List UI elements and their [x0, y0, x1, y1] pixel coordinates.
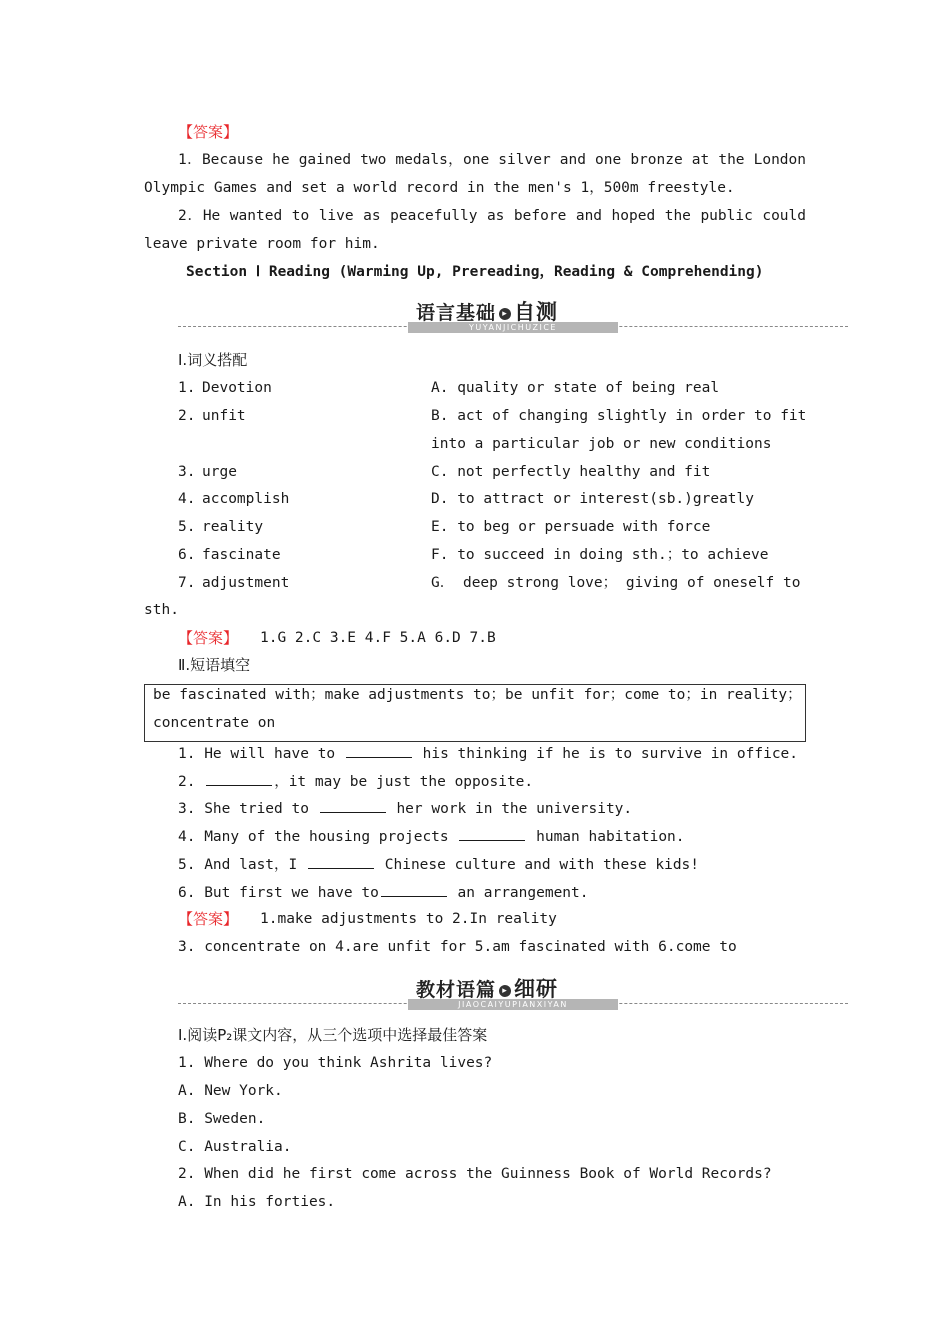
fill-blank[interactable] — [308, 854, 374, 869]
banner-title-sub: 自测 — [514, 300, 559, 324]
match-definition-wrap: sth. — [144, 602, 179, 618]
fill-num: 4. — [178, 829, 196, 845]
match-definition: F. to succeed in doing sth.；to achieve — [431, 547, 769, 563]
fill-prefix: He will have to — [204, 746, 336, 762]
fill-num: 2. — [178, 774, 196, 790]
match-num: 6. — [178, 547, 196, 563]
fill-num: 5. — [178, 857, 196, 873]
question-2: 2. When did he first come across the Guinness Book of World Records? — [178, 1166, 772, 1182]
fill-item — [178, 771, 533, 792]
match-definition: A. quality or state of being real — [431, 380, 720, 396]
fill-blank[interactable] — [459, 826, 525, 841]
fill-suffix: his thinking if he is to survive in office. — [422, 746, 799, 762]
fill-item — [178, 826, 685, 847]
banner-pinyin: JIAOCAIYUPIANXIYAN — [408, 999, 618, 1010]
answer-label: 【答案】 — [178, 910, 239, 928]
match-definition-continued: into a particular job or new conditions — [431, 436, 772, 452]
match-num: 7. — [178, 575, 196, 591]
match-num: 1. — [178, 380, 196, 396]
fill-num: 1. — [178, 746, 196, 762]
option-b: B. Sweden. — [178, 1111, 266, 1127]
fill-num: 6. — [178, 885, 196, 901]
match-word: fascinate — [202, 547, 281, 563]
answer-label: 【答案】 — [178, 123, 239, 141]
part1-answers: 1.G 2.C 3.E 4.F 5.A 6.D 7.B — [260, 630, 496, 646]
fill-blank[interactable] — [320, 798, 386, 813]
banner-title-main: 语言基础 — [416, 302, 497, 324]
match-num: 3. — [178, 464, 196, 480]
match-num: 2. — [178, 408, 196, 424]
option-a: A. In his forties. — [178, 1194, 336, 1210]
banner-title-sub: 细研 — [514, 977, 559, 1001]
match-num: 5. — [178, 519, 196, 535]
phrase-bank-line: be fascinated with；make adjustments to；be unfit for；come to；in reality； — [153, 687, 802, 703]
match-definition: E. to beg or persuade with force — [431, 519, 711, 535]
match-definition: C. not perfectly healthy and fit — [431, 464, 711, 480]
banner-title — [416, 973, 558, 1003]
part3-heading: Ⅰ.阅读P₂课文内容，从三个选项中选择最佳答案 — [178, 1026, 488, 1044]
section-title: Section Ⅰ Reading (Warming Up, Prereading，Reading & Comprehending) — [186, 264, 764, 280]
fill-suffix: an arrangement. — [457, 885, 589, 901]
fill-blank[interactable] — [206, 771, 272, 786]
match-definition: B. act of changing slightly in order to fit — [431, 408, 807, 424]
match-word: accomplish — [202, 491, 290, 507]
part2-answers: 1.make adjustments to 2.In reality — [260, 911, 557, 927]
fill-suffix: her work in the university. — [396, 801, 633, 817]
fill-prefix: And last，I — [204, 857, 298, 873]
section-banner-textbook-reading — [178, 977, 848, 1017]
phrase-bank-box — [144, 684, 806, 742]
fill-prefix: But first we have to — [204, 885, 379, 901]
match-word: urge — [202, 464, 237, 480]
match-definition: D. to attract or interest(sb.)greatly — [431, 491, 755, 507]
banner-title-main: 教材语篇 — [416, 979, 497, 1001]
match-word: unfit — [202, 408, 246, 424]
fill-blank[interactable] — [346, 743, 412, 758]
question-1: 1. Where do you think Ashrita lives? — [178, 1055, 493, 1071]
fill-blank[interactable] — [381, 882, 447, 897]
match-word: reality — [202, 519, 264, 535]
fill-item — [178, 854, 699, 875]
part2-heading: Ⅱ.短语填空 — [178, 656, 251, 674]
intro-answer-2: 2．He wanted to live as peacefully as before and hoped the public could leave private room for him. — [144, 208, 806, 252]
part1-heading: Ⅰ.词义搭配 — [178, 351, 248, 369]
banner-pinyin: YUYANJICHUZICE — [408, 322, 618, 333]
fill-item — [178, 743, 798, 764]
banner-title — [416, 296, 558, 326]
option-a: A. New York. — [178, 1083, 283, 1099]
arrow-circle-icon: ▸ — [499, 308, 511, 320]
fill-prefix: She tried to — [204, 801, 309, 817]
arrow-circle-icon: ▸ — [499, 985, 511, 997]
answer-label: 【答案】 — [178, 629, 239, 647]
fill-suffix: ，it may be just the opposite. — [274, 774, 534, 790]
fill-item — [178, 882, 589, 903]
match-word: Devotion — [202, 380, 272, 396]
phrase-bank-line: concentrate on — [153, 715, 276, 731]
section-banner-language-basics — [178, 300, 848, 340]
fill-item — [178, 798, 632, 819]
fill-prefix: Many of the housing projects — [204, 829, 449, 845]
fill-num: 3. — [178, 801, 196, 817]
part2-answers-continued: 3. concentrate on 4.are unfit for 5.am fascinated with 6.come to — [178, 939, 737, 955]
intro-answer-1: 1．Because he gained two medals，one silver and one bronze at the London Olympic Games and set a world record in the men's 1，500m freestyle. — [144, 152, 806, 196]
fill-suffix: Chinese culture and with these kids! — [384, 857, 700, 873]
match-definition: G． deep strong love； giving of oneself to — [431, 575, 801, 591]
match-num: 4. — [178, 491, 196, 507]
fill-suffix: human habitation. — [536, 829, 685, 845]
match-word: adjustment — [202, 575, 290, 591]
option-c: C. Australia. — [178, 1139, 292, 1155]
